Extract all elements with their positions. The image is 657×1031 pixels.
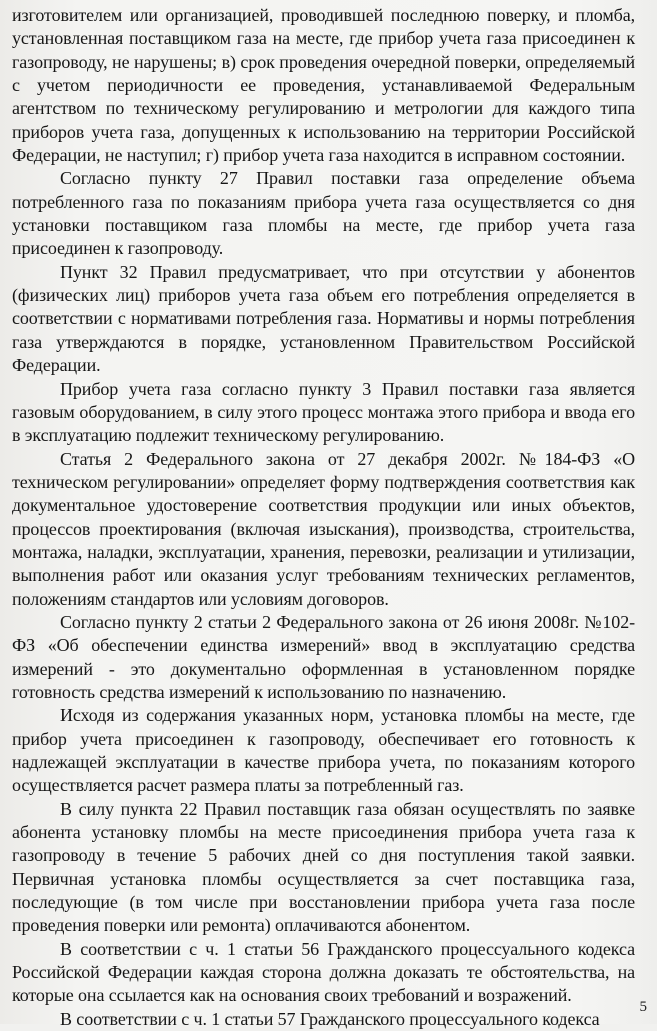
paragraph-rule-27: Согласно пункту 27 Правил поставки газа определение объема потребленного газа по показаниям прибора учета газа осуществляется со дня установки поставщиком газа пломбы на месте, где прибор учета газа присоединен к газопроводу. [12,168,635,259]
paragraph-conclusion: Исходя из содержания указанных норм, установка пломбы на месте, где прибор учета присоединен к газопроводу, обеспечивает его готовность к надлежащей эксплуатации в качестве прибора учета, по показаниям которого осуществляется расчет размера платы за потребленный газ. [12,705,635,796]
document-body [12,4,635,1031]
paragraph-continuation: изготовителем или организацией, проводившей последнюю поверку, и пломба, установленная поставщиком газа на месте, где прибор учета газа присоединен к газопроводу, не нарушены; в) срок проведения очередной поверки, определяемый с учетом периодичности ее проведения, устанавливаемой Федеральным агентством по техническому регулированию и метрологии для каждого типа приборов учета газа, допущенных к использованию на территории Российской Федерации, не наступил; г) прибор учета газа находится в исправном состоянии. [12,5,635,166]
paragraph-law-102: Согласно пункту 2 статьи 2 Федерального закона от 26 июня 2008г. №102-ФЗ «Об обеспечении единства измерений» ввод в эксплуатацию средства измерений - это документально оформленная в установленном порядке готовность средства измерений к использованию по назначению. [12,611,635,702]
paragraph-article-57: В соответствии с ч. 1 статьи 57 Гражданского процессуального кодекса [60,1008,600,1029]
paragraph-article-56: В соответствии с ч. 1 статьи 56 Гражданского процессуального кодекса Российской Федерации каждая сторона должна доказать те обстоятельства, на которые она ссылается как на основания своих требований и возражений. [12,938,635,1006]
paragraph-rule-3: Прибор учета газа согласно пункту 3 Правил поставки газа является газовым оборудованием, в силу этого процесс монтажа этого прибора и ввода его в эксплуатацию подлежит техническому регулированию. [12,378,635,446]
paragraph-rule-22: В силу пункта 22 Правил поставщик газа обязан осуществлять по заявке абонента установку пломбы на месте присоединения прибора учета газа к газопроводу в течение 5 рабочих дней со дня поступления такой заявки. Первичная установка пломбы осуществляется за счет поставщика газа, последующие (в том числе при восстановлении прибора учета газа после проведения поверки или ремонта) оплачиваются абонентом. [12,798,635,936]
paragraph-law-184: Статья 2 Федерального закона от 27 декабря 2002г. №184-ФЗ «О техническом регулировании» определяет форму подтверждения соответствия как документальное удостоверение соответствия продукции или иных объектов, процессов проектирования (включая изыскания), производства, строительства, монтажа, наладки, эксплуатации, хранения, перевозки, реализации и утилизации, выполнения работ или оказания услуг требованиям технических регламентов, положениям стандартов или условиям договоров. [12,448,635,609]
page-number: 5 [639,999,647,1015]
paragraph-rule-32: Пункт 32 Правил предусматривает, что при отсутствии у абонентов (физических лиц) приборов учета газа объем его потребления определяется в соответствии с нормативами потребления газа. Нормативы и нормы потребления газа утверждаются в порядке, установленном Правительством Российской Федерации. [12,261,635,376]
